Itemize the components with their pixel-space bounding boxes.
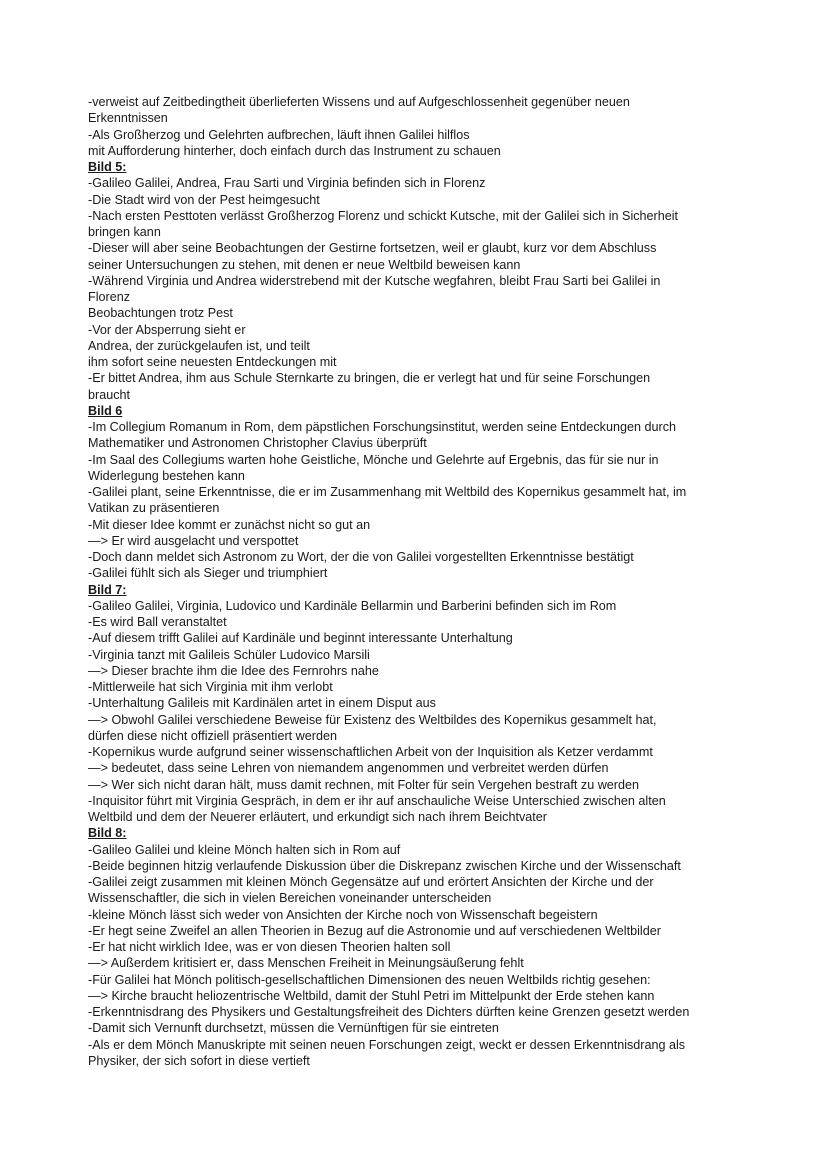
text-line: -Galilei zeigt zusammen mit kleinen Mönch Gegensätze auf und erörtert Ansichten der Kirche und der — [88, 875, 654, 889]
text-line: -Erkenntnisdrang des Physikers und Gestaltungsfreiheit des Dichters dürften keine Grenzen gesetzt werden — [88, 1005, 690, 1019]
text-line: Andrea, der zurückgelaufen ist, und teilt — [88, 338, 310, 353]
text-line: —> Wer sich nicht daran hält, muss damit rechnen, mit Folter für sein Vergehen bestraft zu werden — [88, 777, 640, 792]
text-line: -Galilei plant, seine Erkenntnisse, die er im Zusammenhang mit Weltbild des Kopernikus gesammelt hat, im — [88, 485, 687, 499]
text-line: -Vor der Absperrung sieht er — [88, 322, 246, 337]
text-line: -Im Saal des Collegiums warten hohe Geistliche, Mönche und Gelehrte auf Ergebnis, das für sie nur in — [88, 452, 659, 467]
text-line: -Unterhaltung Galileis mit Kardinälen artet in einem Disput aus — [88, 696, 436, 711]
text-line: -Er hegt seine Zweifel an allen Theorien in Bezug auf die Astronomie und auf verschiedenen Weltbilder — [88, 923, 661, 938]
text-line: -Die Stadt wird von der Pest heimgesucht — [88, 192, 320, 207]
text-line: -kleine Mönch lässt sich weder von Ansichten der Kirche noch von Wissenschaft begeistern — [88, 907, 598, 922]
text-line: mit Aufforderung hinterher, doch einfach durch das Instrument zu schauen — [88, 143, 501, 158]
text-line: -Damit sich Vernunft durchsetzt, müssen die Vernünftigen für sie eintreten — [88, 1021, 499, 1036]
text-line: braucht — [88, 387, 131, 402]
text-line: -Virginia tanzt mit Galileis Schüler Ludovico Marsili — [88, 647, 370, 662]
text-line: -Doch dann meldet sich Astronom zu Wort, der die von Galilei vorgestellten Erkenntnisse bestätigt — [88, 550, 634, 564]
text-line: -Auf diesem trifft Galilei auf Kardinäle und beginnt interessante Unterhaltung — [88, 631, 513, 646]
text-line: -Für Galilei hat Mönch politisch-gesellschaftlichen Dimensionen des neuen Weltbilds richtig gesehen: — [88, 972, 651, 987]
text-line: Weltbild und dem der Neuerer erläutert, und erkundigt sich nach ihrem Beichtvater — [88, 810, 547, 824]
text-line: -Mit dieser Idee kommt er zunächst nicht so gut an — [88, 517, 371, 532]
text-line: -Im Collegium Romanum in Rom, dem päpstlichen Forschungsinstitut, werden seine Entdeckungen durch — [88, 420, 676, 434]
text-line: Widerlegung bestehen kann — [88, 468, 245, 483]
text-line: Vatikan zu präsentieren — [88, 501, 220, 516]
text-line: -Als Großherzog und Gelehrten aufbrechen, läuft ihnen Galilei hilflos — [88, 127, 470, 142]
text-line: Mathematiker und Astronomen Christopher Clavius überprüft — [88, 436, 427, 451]
text-line: -Inquisitor führt mit Virginia Gespräch, in dem er ihr auf anschauliche Weise Unterschied zwischen alten — [88, 793, 666, 808]
text-line: -Galileo Galilei, Virginia, Ludovico und Kardinäle Bellarmin und Barberini befinden sich im Rom — [88, 598, 617, 613]
text-line: -Es wird Ball veranstaltet — [88, 615, 227, 629]
text-line: Beobachtungen trotz Pest — [88, 306, 233, 321]
text-line: -Galilei fühlt sich als Sieger und triumphiert — [88, 566, 328, 581]
text-line: -Beide beginnen hitzig verlaufende Diskussion über die Diskrepanz zwischen Kirche und der Wissenschaft — [88, 858, 681, 873]
section-heading: Bild 7: — [88, 582, 127, 597]
text-line: -Mittlerweile hat sich Virginia mit ihm verlobt — [88, 680, 333, 694]
text-line: Erkenntnissen — [88, 111, 168, 126]
text-line: -Er hat nicht wirklich Idee, was er von diesen Theorien halten soll — [88, 940, 451, 954]
text-line: -Nach ersten Pesttoten verlässt Großherzog Florenz und schickt Kutsche, mit der Galilei sich in Sicherheit — [88, 208, 679, 223]
text-line: -Kopernikus wurde aufgrund seiner wissenschaftlichen Arbeit von der Inquisition als Ketzer verdammt — [88, 745, 653, 759]
text-line: dürfen diese nicht offiziell präsentiert werden — [88, 728, 337, 743]
text-line: -Galileo Galilei und kleine Mönch halten sich in Rom auf — [88, 842, 401, 857]
text-line: —> bedeutet, dass seine Lehren von niemandem angenommen und verbreitet werden dürfen — [88, 761, 609, 776]
text-line: —> Kirche braucht heliozentrische Weltbild, damit der Stuhl Petri im Mittelpunkt der Erde stehen kann — [88, 988, 655, 1003]
text-line: —> Obwohl Galilei verschiedene Beweise für Existenz des Weltbildes des Kopernikus gesammelt hat, — [88, 712, 657, 727]
text-line: Florenz — [88, 290, 130, 304]
text-line: Physiker, der sich sofort in diese vertieft — [88, 1053, 310, 1068]
text-line: —> Außerdem kritisiert er, dass Menschen Freiheit in Meinungsäußerung fehlt — [88, 956, 524, 971]
text-line: bringen kann — [88, 225, 161, 239]
text-line: -Galileo Galilei, Andrea, Frau Sarti und Virginia befinden sich in Florenz — [88, 176, 486, 191]
text-line: -Während Virginia und Andrea widerstrebend mit der Kutsche wegfahren, bleibt Frau Sarti bei Galilei in — [88, 273, 661, 288]
text-line: —> Dieser brachte ihm die Idee des Fernrohrs nahe — [88, 663, 379, 678]
text-line: -Dieser will aber seine Beobachtungen der Gestirne fortsetzen, weil er glaubt, kurz vor dem Abschluss — [88, 241, 657, 256]
text-line: ihm sofort seine neuesten Entdeckungen mit — [88, 355, 337, 369]
text-line: —> Er wird ausgelacht und verspottet — [88, 533, 299, 548]
text-line: Wissenschaftler, die sich in vielen Bereichen voneinander unterscheiden — [88, 891, 492, 906]
text-line: -Er bittet Andrea, ihm aus Schule Sternkarte zu bringen, die er verlegt hat und für seine Forschungen — [88, 371, 651, 386]
section-heading: Bild 5: — [88, 160, 127, 174]
document-page — [88, 94, 748, 1069]
section-heading: Bild 6 — [88, 403, 123, 418]
text-line: seiner Untersuchungen zu stehen, mit denen er neue Weltbild beweisen kann — [88, 257, 521, 272]
text-line: -Als er dem Mönch Manuskripte mit seinen neuen Forschungen zeigt, weckt er dessen Erkenntnisdrang als — [88, 1037, 686, 1052]
section-heading: Bild 8: — [88, 826, 127, 841]
text-line: -verweist auf Zeitbedingtheit überlieferten Wissens und auf Aufgeschlossenheit gegenüber neuen — [88, 95, 630, 109]
